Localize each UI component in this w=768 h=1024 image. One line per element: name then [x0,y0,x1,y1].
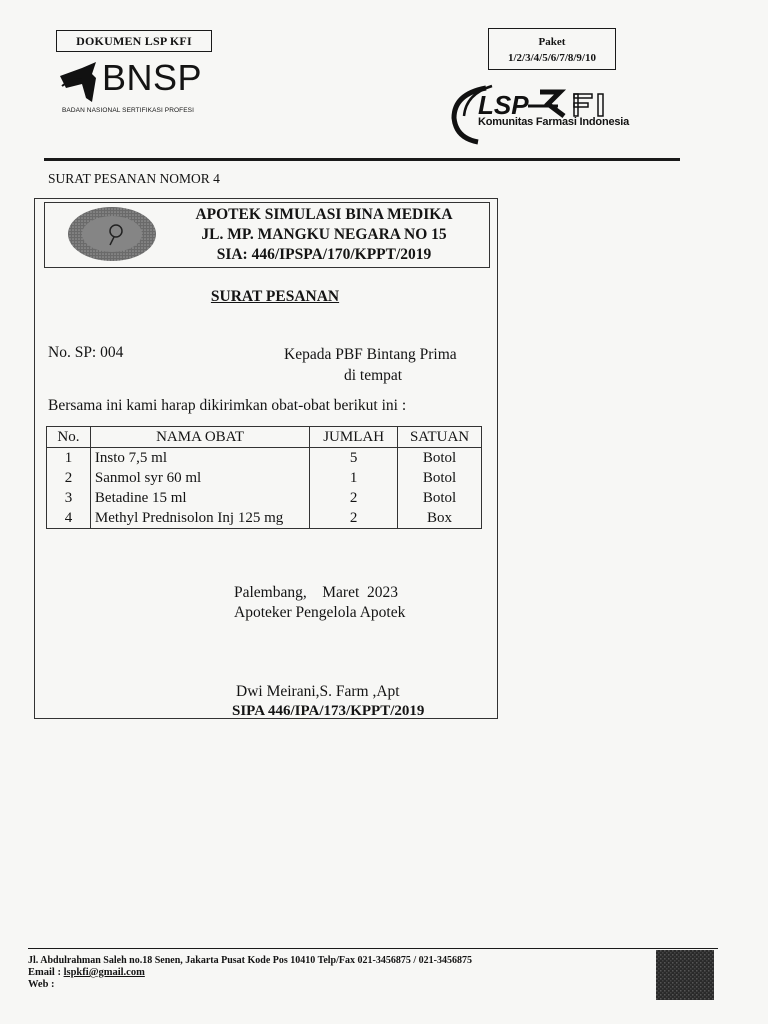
footer-email-link[interactable]: lspkfi@gmail.com [63,967,145,978]
cell-qty: 1 [310,468,398,488]
table-row [47,468,482,488]
footer-divider [28,948,718,949]
pharmacy-sia: SIA: 446/IPSPA/170/KPPT/2019 [216,246,432,263]
cell-unit: Botol [398,488,482,508]
cell-name: Methyl Prednisolon Inj 125 mg [90,508,309,529]
letter-number: SURAT PESANAN NOMOR 4 [48,171,220,186]
table-row [47,508,482,529]
footer-address: Jl. Abdulrahman Saleh no.18 Senen, Jakarta Pusat Kode Pos 10410 Telp/Fax 021-3456875 / 021-3456875 [28,955,472,966]
cell-no: 3 [47,488,91,508]
signature-city-date: Palembang, Maret 2023 [234,584,399,601]
header-divider [44,158,680,161]
table-row [47,448,482,469]
document-label: DOKUMEN LSP KFI [56,30,212,52]
col-header-unit: SATUAN [398,427,482,448]
cell-unit: Botol [398,468,482,488]
cell-qty: 5 [310,448,398,469]
paket-label: Paket [538,36,566,48]
footer-web: Web : [28,979,55,990]
recipient: Kepada PBF Bintang Prima [284,346,457,363]
table-header-row [47,427,482,448]
cell-unit: Box [398,508,482,529]
cell-name: Sanmol syr 60 ml [90,468,309,488]
svg-text:LSP: LSP [478,90,529,120]
cell-no: 1 [47,448,91,469]
lsp-subtitle: Komunitas Farmasi Indonesia [478,116,630,128]
lsp-kfi-logo [448,80,648,146]
scan-noise-block [656,950,714,1000]
cell-qty: 2 [310,508,398,529]
bnsp-wordmark: BNSP [102,57,203,98]
col-header-no: No. [47,427,91,448]
cell-name: Insto 7,5 ml [90,448,309,469]
cell-no: 4 [47,508,91,529]
paket-box [488,28,616,70]
col-header-name: NAMA OBAT [90,427,309,448]
intro-text: Bersama ini kami harap dikirimkan obat-obat berikut ini : [48,397,407,414]
cell-no: 2 [47,468,91,488]
paket-values: 1/2/3/4/5/6/7/8/9/10 [507,52,596,64]
cell-unit: Botol [398,448,482,469]
signature-sipa: SIPA 446/IPA/173/KPPT/2019 [232,703,425,719]
pharmacy-seal-logo [66,205,158,263]
table-row [47,488,482,508]
pharmacy-address: JL. MP. MANGKU NEGARA NO 15 [201,226,447,243]
order-table [46,426,482,529]
sp-number: No. SP: 004 [48,344,124,361]
footer-email [28,967,145,978]
recipient-place: di tempat [344,367,403,384]
bnsp-subtitle: BADAN NASIONAL SERTIFIKASI PROFESI [62,107,194,114]
letter-title: SURAT PESANAN [210,288,340,305]
footer-email-label: Email : [28,967,64,978]
pharmacy-name: APOTEK SIMULASI BINA MEDIKA [195,206,453,223]
cell-name: Betadine 15 ml [90,488,309,508]
col-header-qty: JUMLAH [310,427,398,448]
signature-name: Dwi Meirani,S. Farm ,Apt [236,683,400,700]
signature-role: Apoteker Pengelola Apotek [234,604,406,621]
cell-qty: 2 [310,488,398,508]
